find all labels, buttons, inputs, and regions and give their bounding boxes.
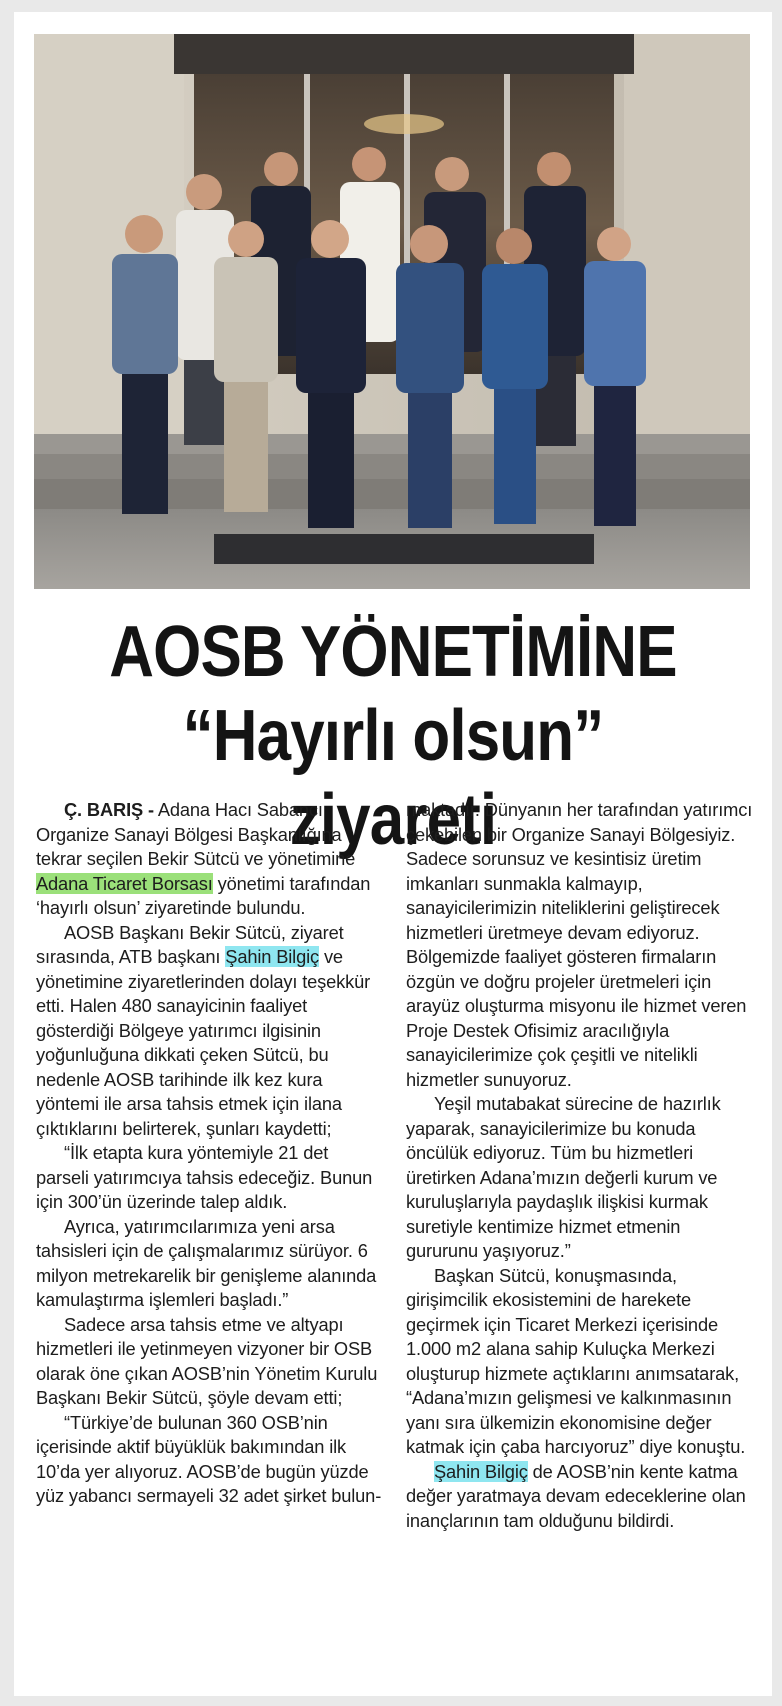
paragraph-5: Sadece arsa tahsis etme ve altyapı hizmetleri ile yetinmeyen vizyoner bir OSB olarak öne çıkan AOSB’nin Yönetim Kurulu Başkanı Bekir Sütcü, şöyle devam etti; bbox=[36, 1313, 378, 1408]
paragraph-9-text: de AOSB’nin kente katma değer yaratmaya devam edeceklerine olan inançlarının tam olduğunu bildirdi. bbox=[406, 1460, 746, 1531]
paragraph-1 bbox=[36, 798, 384, 921]
paragraph-6-part-1: “Türkiye’de bulunan 360 OSB’nin içerisinde aktif büyüklük bakımından ilk 10’da yer alıyoruz. AOSB’de bugün yüzde yüz yabancı sermayeli 32 adet şirket bulun- bbox=[36, 1411, 382, 1506]
paragraph-2 bbox=[36, 921, 384, 1142]
paragraph-6-part-2: maktadır. Dünyanın her tarafından yatırımcı çekebilen bir Organize Sanayi Bölgesiyiz. Sadece sorunsuz ve kesintisiz üretim imkanları sunmakla kalmayıp, sanayicilerimizin niteliklerini geliştirecek hizmetleri üretmeye devam ediyoruz. Bölgemizde faaliyet gösteren firmaların özgün ve doğru projeler üretmeleri için arayüz oluşturma misyonu ile hizmet veren Proje Destek Ofisimiz aracılığıyla sanayicilerimize çok çeşitli ve nitelikli hizmetler sunuyoruz. bbox=[406, 799, 753, 1090]
highlight-sahin-bilgic: Şahin Bilgiç bbox=[225, 946, 320, 967]
headline-line-2: “Hayırlı olsun” ziyareti bbox=[182, 696, 604, 860]
paragraph-8: Başkan Sütcü, konuşmasında, girişimcilik ekosistemini de harekete geçirmek için Ticaret Merkezi içerisinde 1.000 m2 alana sahip Kuluçka Merkezi oluşturup hizmete açtıklarını anımsatarak, “Adana’mızın gelişmesi ve kalkınmasının yanı sıra ülkemizin ekonomisine değer katmak için çaba harcıyoruz” diye konuştu. bbox=[406, 1264, 746, 1457]
highlight-adana-ticaret-borsasi: Adana Ticaret Borsası bbox=[36, 872, 213, 894]
headline-line-1: AOSB YÖNETİMİNE bbox=[109, 612, 677, 692]
group-photo bbox=[34, 34, 750, 589]
article-column-2 bbox=[406, 798, 754, 1678]
paragraph-2-text-a: AOSB Başkanı Bekir Sütcü, ziyaret sırasında, ATB başkanı bbox=[36, 921, 344, 967]
paragraph-2-text-b: ve yönetimine ziyaretlerinden dolayı teşekkür etti. Halen 480 sanayicinin faaliyet gösterdiği Bölgeye yatırımcı ilgisinin yoğunluğuna dikkati çeken Sütcü, bu nedenle AOSB tarihinde ilk kez kura yöntemi ile arsa tahsis etmek için ilana çıktıklarını belirterek, şunları kaydetti; bbox=[36, 946, 371, 1139]
article-column-1 bbox=[36, 798, 384, 1678]
paragraph-3: “İlk etapta kura yöntemiyle 21 det parseli yatırımcıya tahsis edeceğiz. Bunun için 300’ün üzerinde talep aldık. bbox=[36, 1142, 373, 1212]
group-photo-illustration bbox=[34, 34, 750, 589]
paragraph-7: Yeşil mutabakat sürecine de hazırlık yaparak, sanayicilerimize bu konuda öncülük ediyoruz. Tüm bu hizmetleri üretirken Adana’mızın değerli kurum ve kuruluşlarıyla paydaşlık ilişkisi kurmak suretiyle kentimize hizmet etmenin gururunu yaşıyoruz.” bbox=[406, 1093, 721, 1261]
newspaper-clipping bbox=[14, 12, 772, 1696]
paragraph-4: Ayrıca, yatırımcılarımıza yeni arsa tahsisleri için de çalışmalarımız sürüyor. 6 milyon metrekarelik bir genişleme alanında kamulaştırma işlemleri başladı.” bbox=[36, 1215, 377, 1310]
byline: Ç. BARIŞ - bbox=[64, 799, 154, 820]
highlight-sahin-bilgic-2: Şahin Bilgiç bbox=[434, 1460, 528, 1482]
paragraph-1-text-a: Adana Hacı Sabancı Organize Sanayi Bölgesi Başkanlığına tekrar seçilen Bekir Sütcü ve yönetimine bbox=[36, 799, 356, 869]
paragraph-9 bbox=[406, 1460, 754, 1534]
article-body bbox=[36, 798, 754, 1678]
paragraph-1-text-b: yönetimi tarafından ‘hayırlı olsun’ ziyaretinde bulundu. bbox=[36, 872, 371, 918]
